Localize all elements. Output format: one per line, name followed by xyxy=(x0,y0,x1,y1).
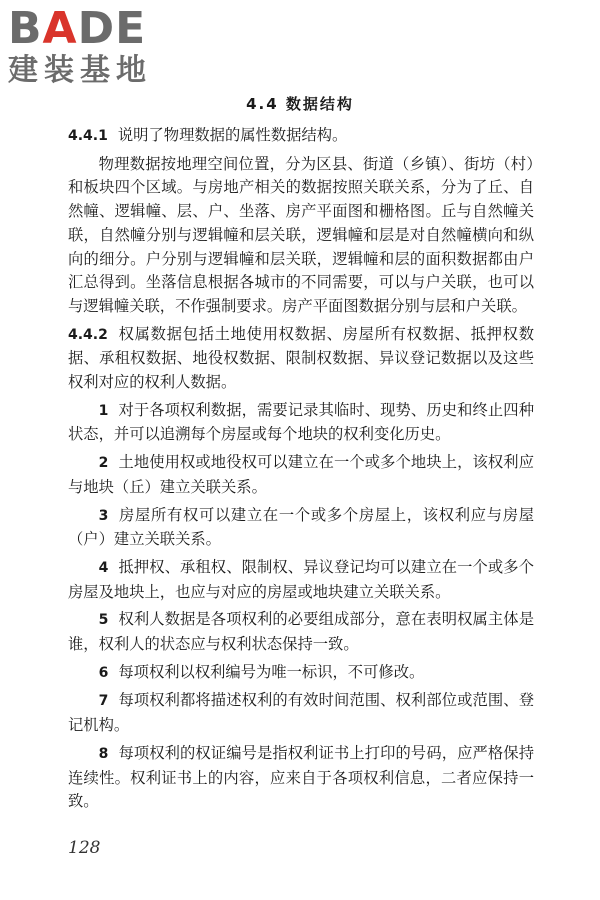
item-text: 每项权利都将描述权利的有效时间范围、权利部位或范围、登记机构。 xyxy=(68,691,534,735)
item-number: 2 xyxy=(98,455,109,472)
clause-4-4-2 xyxy=(68,323,534,395)
item-text: 土地使用权或地役权可以建立在一个或多个地块上，该权利应与地块（丘）建立关联关系。 xyxy=(68,453,534,496)
item-number: 5 xyxy=(98,612,109,629)
clause-text: 说明了物理数据的属性数据结构。 xyxy=(117,126,348,144)
clause-number: 4.4.2 xyxy=(68,326,108,343)
item-number: 6 xyxy=(98,664,109,681)
clause-text: 物理数据按地理空间位置，分为区县、街道（乡镇）、街坊（村）和板块四个区域。与房地产相关的数据按照关联关系，分为了丘、自然幢、逻辑幢、层、户、坐落、房产平面图和栅格图。丘与自然幢关联，自然幢分别与逻辑幢和层关联，逻辑幢和层是对自然幢横向和纵向的细分。户分别与逻辑幢和层关联，逻辑幢和层的面积数据都由户汇总得到。坐落信息根据各城市的不同需要，可以与户关联，也可以与逻辑幢关联，不作强制要求。房产平面图数据分别与层和户关联。 xyxy=(68,154,534,315)
item-text: 抵押权、承租权、限制权、异议登记均可以建立在一个或多个房屋及地块上，也应与对应的房屋或地块建立关联关系。 xyxy=(68,557,534,601)
clause-4-4-1-body xyxy=(68,153,534,319)
logo-letter-b: B xyxy=(8,3,43,54)
item-number: 1 xyxy=(98,402,109,419)
list-item-7 xyxy=(68,689,534,737)
clause-number: 4.4.1 xyxy=(68,128,108,144)
logo-letter-a: A xyxy=(42,3,78,54)
logo-wordmark xyxy=(8,3,178,54)
clause-text: 权属数据包括土地使用权数据、房屋所有权数据、抵押权数据、承租权数据、地役权数据、限制权数据、异议登记数据以及这些权利对应的权利人数据。 xyxy=(68,324,534,392)
list-item-2 xyxy=(68,451,534,499)
document-body xyxy=(68,124,534,814)
clause-4-4-1 xyxy=(68,124,534,149)
list-item-3 xyxy=(68,504,534,552)
item-text: 每项权利的权证编号是指权利证书上打印的号码，应严格保持连续性。权利证书上的内容，应来自于各项权利信息，二者应保持一致。 xyxy=(68,743,534,811)
logo-letters-de: DE xyxy=(77,3,147,54)
section-title: 4.4 数据结构 xyxy=(246,95,354,113)
item-text: 对于各项权利数据，需要记录其临时、现势、历史和终止四种状态，并可以追溯每个房屋或每个地块的权利变化历史。 xyxy=(68,400,534,444)
list-item-5 xyxy=(68,608,534,656)
page-number: 128 xyxy=(68,838,101,858)
item-text: 房屋所有权可以建立在一个或多个房屋上，该权利应与房屋（户）建立关联关系。 xyxy=(68,505,534,549)
list-item-4 xyxy=(68,556,534,604)
item-number: 7 xyxy=(98,693,109,710)
list-item-1 xyxy=(68,399,534,447)
item-text: 权利人数据是各项权利的必要组成部分，意在表明权属主体是谁，权利人的状态应与权利状态保持一致。 xyxy=(68,610,534,654)
item-number: 8 xyxy=(98,745,109,762)
bade-logo xyxy=(8,3,178,90)
item-number: 3 xyxy=(98,507,109,524)
item-text: 每项权利以权利编号为唯一标识，不可修改。 xyxy=(118,662,425,681)
item-number: 4 xyxy=(98,559,109,576)
logo-subtitle: 建装基地 xyxy=(8,53,152,88)
list-item-8 xyxy=(68,742,534,814)
list-item-6 xyxy=(68,661,534,686)
